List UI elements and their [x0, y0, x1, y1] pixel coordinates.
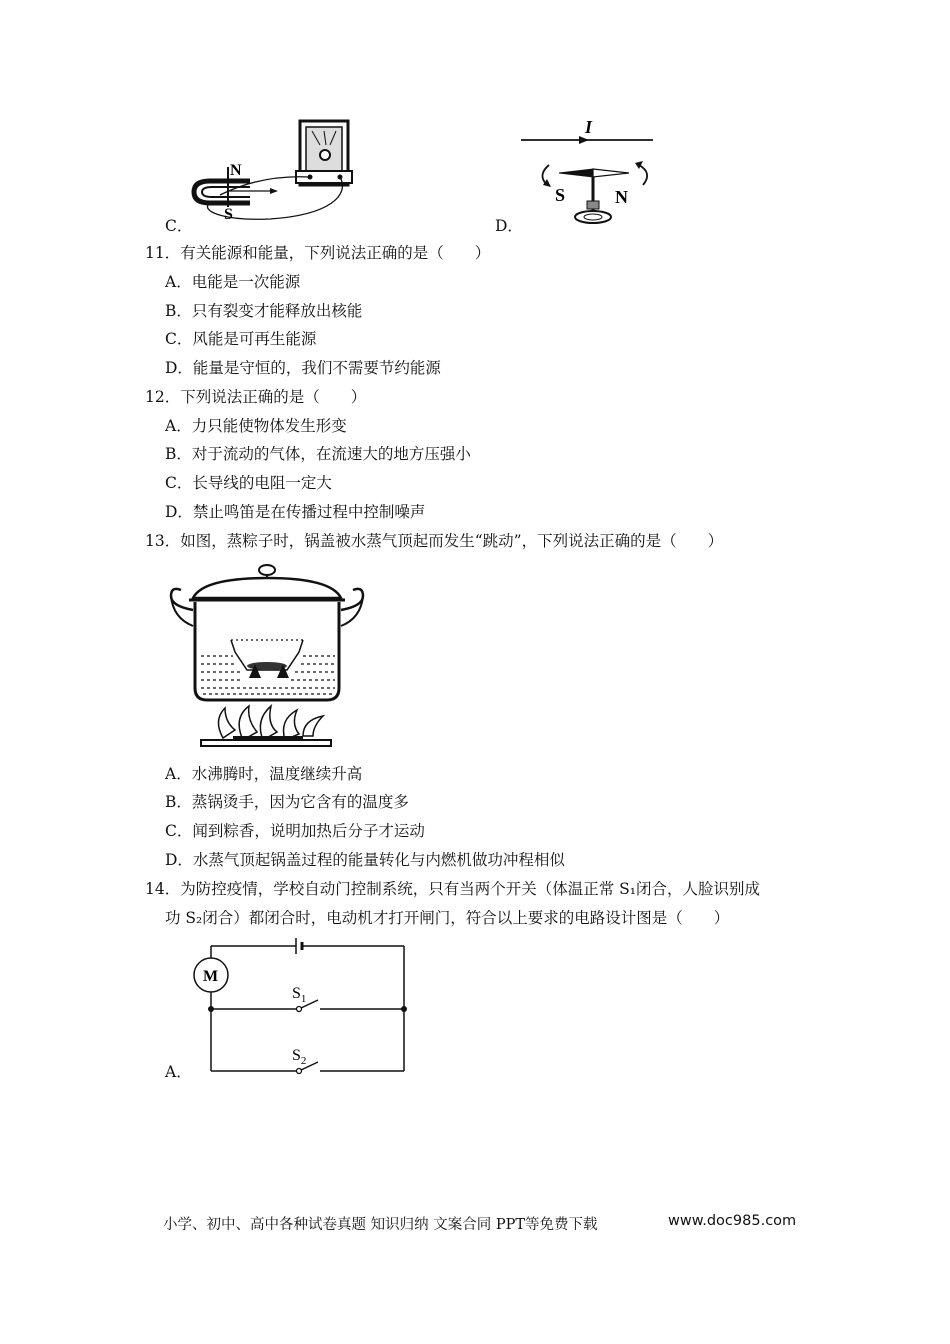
q11-stem: 11．有关能源和能量，下列说法正确的是（ ）: [145, 244, 491, 262]
q14-option-a-label: A．: [165, 1063, 192, 1081]
q11-option-b: B．只有裂变才能释放出核能: [165, 302, 363, 320]
q13-stem: 13．如图，蒸粽子时，锅盖被水蒸气顶起而发生“跳动”，下列说法正确的是（ ）: [145, 532, 724, 550]
magnet-n-label: N: [230, 162, 242, 179]
figure-d-oersted: [515, 115, 665, 230]
q14-stem-line2: 功 S₂闭合）都闭合时，电动机才打开闸门，符合以上要求的电路设计图是（ ）: [165, 909, 730, 927]
q11-option-a: A．电能是一次能源: [165, 273, 301, 291]
q11-option-c: C．风能是可再生能源: [165, 330, 317, 348]
q12-option-a: A．力只能使物体发生形变: [165, 417, 347, 435]
q12-option-b: B．对于流动的气体，在流速大的地方压强小: [165, 445, 471, 463]
figure-steamer-pot: [163, 560, 373, 755]
figure-c-galvanometer: [180, 115, 370, 225]
q13-option-c: C．闻到粽香，说明加热后分子才运动: [165, 822, 425, 840]
current-i-label: I: [585, 117, 593, 137]
q13-option-b: B．蒸锅烫手，因为它含有的温度多: [165, 793, 409, 811]
q14-stem-line1: 14．为防控疫情，学校自动门控制系统，只有当两个开关（体温正常 S₁闭合，人脸识别成: [145, 880, 760, 898]
figure-circuit-a: [190, 936, 415, 1081]
figure-c-label: C．: [165, 217, 193, 235]
needle-s-label: S: [555, 185, 566, 205]
footer-link[interactable]: www.doc985.com: [668, 1213, 797, 1229]
q12-option-d: D．禁止鸣笛是在传播过程中控制噪声: [165, 503, 426, 521]
needle-n-label: N: [615, 187, 628, 207]
q12-option-c: C．长导线的电阻一定大: [165, 474, 332, 492]
switch-s2-label: $S_2$: [292, 1047, 307, 1067]
q11-option-d: D．能量是守恒的，我们不需要节约能源: [165, 359, 441, 377]
switch-s1-label: $S_1$: [292, 985, 307, 1005]
footer-text: 小学、初中、高中各种试卷真题 知识归纳 文案合同 PPT等免费下载: [163, 1217, 598, 1233]
q13-option-d: D．水蒸气顶起锅盖过程的能量转化与内燃机做功冲程相似: [165, 851, 565, 869]
q12-stem: 12．下列说法正确的是（ ）: [145, 388, 367, 406]
figure-d-label: D．: [495, 217, 523, 235]
motor-label: M: [203, 968, 219, 985]
q13-option-a: A．水沸腾时，温度继续升高: [165, 765, 363, 783]
magnet-s-label: S: [224, 206, 233, 223]
